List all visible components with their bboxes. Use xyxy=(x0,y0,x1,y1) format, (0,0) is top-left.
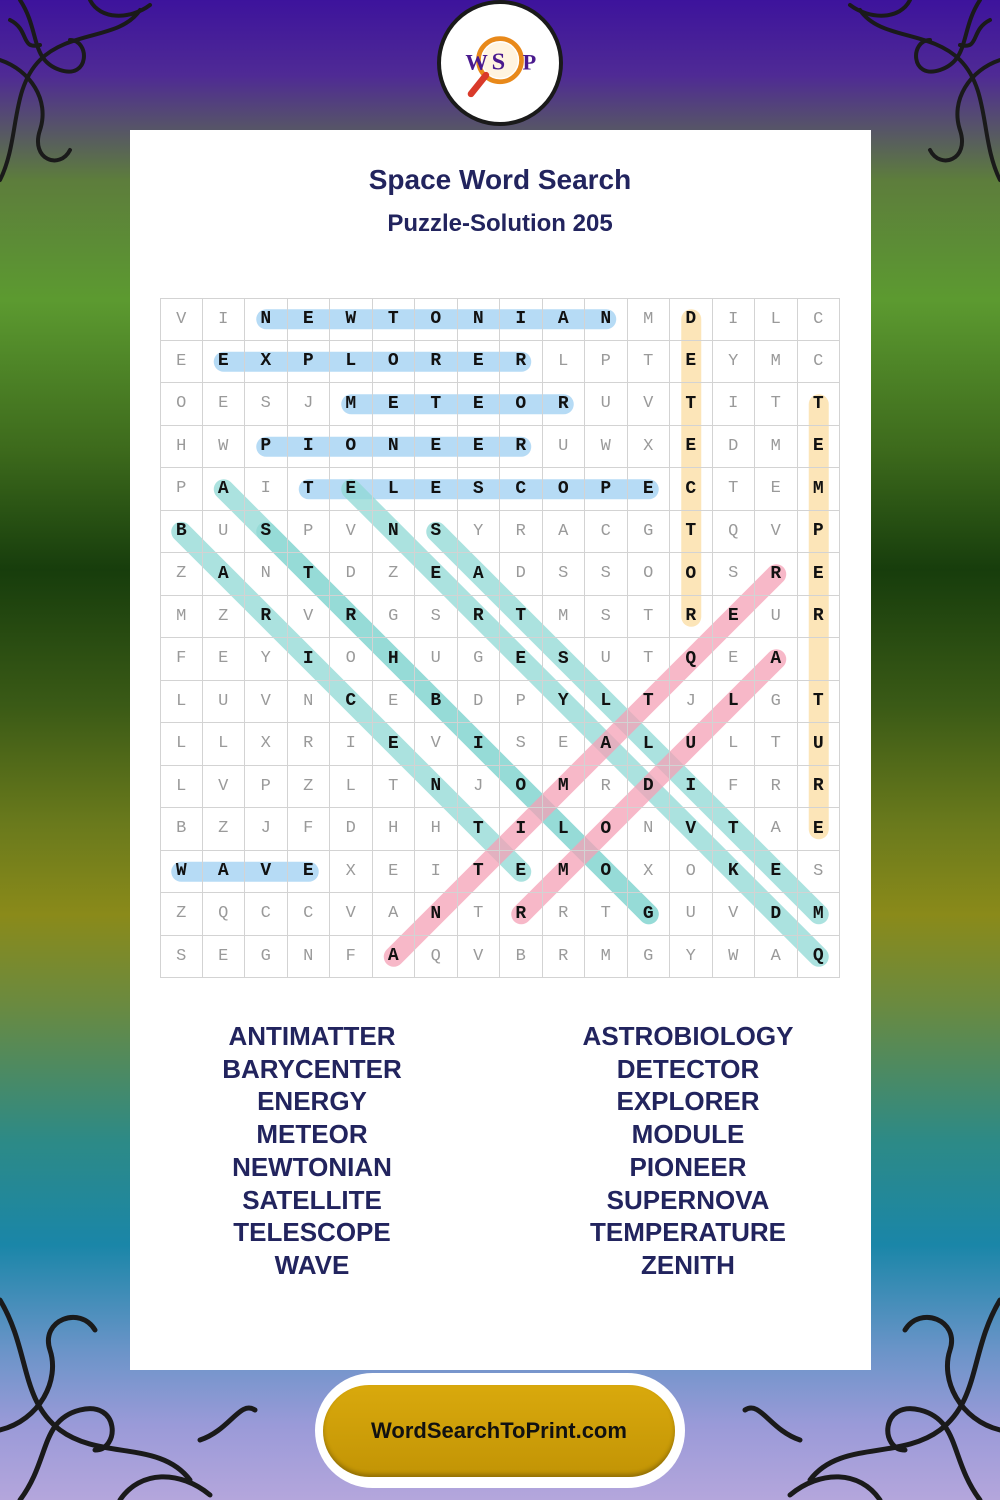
grid-cell: E xyxy=(415,426,458,469)
grid-cell: V xyxy=(245,851,288,894)
grid-cell: O xyxy=(415,298,458,341)
grid-cell: V xyxy=(160,298,203,341)
grid-cell: L xyxy=(203,723,246,766)
grid-cell: Y xyxy=(713,341,756,384)
grid-cell: N xyxy=(288,936,331,979)
grid-cell: M xyxy=(543,766,586,809)
grid-cell: R xyxy=(500,426,543,469)
grid-cell: M xyxy=(160,596,203,639)
word-item: ZENITH xyxy=(641,1249,735,1280)
grid-cell: T xyxy=(713,468,756,511)
grid-cell: G xyxy=(628,893,671,936)
grid-cell: P xyxy=(500,681,543,724)
grid-cell: M xyxy=(543,851,586,894)
grid-cell: Z xyxy=(203,596,246,639)
grid-cell: L xyxy=(330,341,373,384)
grid-cell: S xyxy=(713,553,756,596)
grid-cell: W xyxy=(713,936,756,979)
grid-cell: E xyxy=(500,638,543,681)
grid-cell: M xyxy=(585,936,628,979)
letter-grid xyxy=(160,298,840,978)
grid-cell: E xyxy=(415,553,458,596)
grid-cell: N xyxy=(458,298,501,341)
grid-cell: E xyxy=(670,341,713,384)
grid-cell: I xyxy=(288,638,331,681)
word-item: METEOR xyxy=(256,1119,368,1150)
grid-cell: J xyxy=(288,383,331,426)
grid-cell: E xyxy=(160,341,203,384)
grid-cell: D xyxy=(628,766,671,809)
grid-cell: Z xyxy=(160,553,203,596)
word-list-right xyxy=(538,1020,838,1282)
grid-cell: R xyxy=(245,596,288,639)
grid-cell: A xyxy=(755,808,798,851)
grid-cell: S xyxy=(415,596,458,639)
grid-cell: N xyxy=(585,298,628,341)
grid-cell: V xyxy=(713,893,756,936)
page-title: Space Word Search xyxy=(368,164,632,195)
grid-cell: I xyxy=(245,468,288,511)
grid-cell: L xyxy=(330,766,373,809)
grid-cell: S xyxy=(415,511,458,554)
grid-cell: I xyxy=(670,766,713,809)
grid-cell: E xyxy=(373,383,416,426)
grid-cell: M xyxy=(755,426,798,469)
grid-cell: Q xyxy=(415,936,458,979)
grid-cell: W xyxy=(330,298,373,341)
word-item: ANTIMATTER xyxy=(228,1021,396,1051)
grid-cell: A xyxy=(203,553,246,596)
grid-cell: R xyxy=(670,596,713,639)
grid-cell: R xyxy=(330,596,373,639)
site-link-label: WordSearchToPrint.com xyxy=(371,1418,627,1443)
grid-cell: E xyxy=(373,723,416,766)
grid-cell: P xyxy=(245,426,288,469)
grid-cell: A xyxy=(755,936,798,979)
grid-cell: O xyxy=(585,851,628,894)
grid-cell: E xyxy=(203,638,246,681)
word-item: SUPERNOVA xyxy=(606,1184,770,1215)
grid-cell: E xyxy=(458,341,501,384)
grid-cell: X xyxy=(330,851,373,894)
word-item: EXPLORER xyxy=(616,1086,760,1117)
grid-cell: L xyxy=(160,681,203,724)
grid-cell: G xyxy=(628,936,671,979)
grid-cell: C xyxy=(288,893,331,936)
grid-cell: F xyxy=(288,808,331,851)
grid-cell: O xyxy=(160,383,203,426)
word-item: ASTROBIOLOGY xyxy=(582,1021,794,1051)
grid-cell: R xyxy=(798,596,841,639)
grid-cell: E xyxy=(543,723,586,766)
grid-cell: U xyxy=(203,681,246,724)
grid-cell: J xyxy=(245,808,288,851)
grid-cell: W xyxy=(160,851,203,894)
grid-cell: B xyxy=(500,936,543,979)
grid-cell: M xyxy=(330,383,373,426)
grid-cell: M xyxy=(543,596,586,639)
grid-cell: D xyxy=(330,808,373,851)
grid-cell: N xyxy=(628,808,671,851)
grid-cell: R xyxy=(500,511,543,554)
grid-cell: Q xyxy=(713,511,756,554)
word-item: NEWTONIAN xyxy=(232,1151,392,1182)
grid-cell: T xyxy=(755,723,798,766)
grid-cell: Q xyxy=(670,638,713,681)
grid-cell: R xyxy=(798,766,841,809)
grid-cell: V xyxy=(415,723,458,766)
grid-cell: X xyxy=(628,426,671,469)
grid-cell: C xyxy=(670,468,713,511)
grid-cell: T xyxy=(798,681,841,724)
grid-cell: H xyxy=(415,808,458,851)
grid-cell: T xyxy=(755,383,798,426)
grid-cell: V xyxy=(458,936,501,979)
grid-cell: F xyxy=(713,766,756,809)
grid-cell: G xyxy=(245,936,288,979)
grid-cell: B xyxy=(160,511,203,554)
grid-cell: A xyxy=(543,298,586,341)
grid-cell: O xyxy=(670,553,713,596)
grid-cell: E xyxy=(798,426,841,469)
logo-letter-w: W xyxy=(465,49,488,75)
grid-cell: M xyxy=(628,298,671,341)
grid-cell: U xyxy=(798,723,841,766)
grid-cell: T xyxy=(500,596,543,639)
grid-cell: E xyxy=(500,851,543,894)
grid-cell: A xyxy=(373,893,416,936)
grid-cell: D xyxy=(458,681,501,724)
grid-cell: B xyxy=(415,681,458,724)
grid-cell: E xyxy=(713,638,756,681)
grid-cell: S xyxy=(245,511,288,554)
grid-cell: A xyxy=(543,511,586,554)
grid-cell: A xyxy=(203,468,246,511)
grid-cell: N xyxy=(288,681,331,724)
grid-cell: V xyxy=(203,766,246,809)
grid-cell: Z xyxy=(288,766,331,809)
grid-cell: O xyxy=(670,851,713,894)
logo-letter-p: P xyxy=(522,49,537,75)
grid-cell: T xyxy=(415,383,458,426)
grid-cell: T xyxy=(373,298,416,341)
grid-cell: U xyxy=(585,638,628,681)
grid-cell: S xyxy=(585,596,628,639)
grid-cell: V xyxy=(755,511,798,554)
grid-cell: T xyxy=(798,383,841,426)
grid-cell: C xyxy=(798,298,841,341)
grid-cell: N xyxy=(373,426,416,469)
grid-cell: E xyxy=(373,851,416,894)
grid-cell: S xyxy=(245,383,288,426)
grid-cell: L xyxy=(585,681,628,724)
grid-cell: E xyxy=(203,341,246,384)
grid-cell: P xyxy=(288,511,331,554)
grid-cell: E xyxy=(628,468,671,511)
grid-cell: O xyxy=(585,808,628,851)
grid-cell: R xyxy=(415,341,458,384)
grid-cell: S xyxy=(543,638,586,681)
grid-cell: E xyxy=(458,426,501,469)
grid-cell: P xyxy=(288,341,331,384)
grid-cell: R xyxy=(755,553,798,596)
word-search-grid xyxy=(160,298,840,978)
grid-cell: F xyxy=(330,936,373,979)
grid-cell: D xyxy=(713,426,756,469)
grid-cell: S xyxy=(500,723,543,766)
grid-cell: B xyxy=(160,808,203,851)
grid-cell: R xyxy=(500,893,543,936)
grid-cell: R xyxy=(500,341,543,384)
grid-cell: N xyxy=(245,553,288,596)
grid-cell: E xyxy=(415,468,458,511)
grid-cell: I xyxy=(713,298,756,341)
grid-cell: T xyxy=(458,808,501,851)
grid-cell: L xyxy=(160,723,203,766)
wsp-logo xyxy=(437,0,563,126)
grid-cell: E xyxy=(373,681,416,724)
grid-cell: G xyxy=(628,511,671,554)
grid-cell: P xyxy=(245,766,288,809)
grid-cell: R xyxy=(755,766,798,809)
word-item: PIONEER xyxy=(629,1151,747,1182)
grid-cell: E xyxy=(203,383,246,426)
grid-cell: M xyxy=(755,341,798,384)
grid-cell: L xyxy=(713,681,756,724)
grid-cell: E xyxy=(203,936,246,979)
grid-cell: D xyxy=(670,298,713,341)
page-subtitle: Puzzle-Solution 205 xyxy=(387,210,613,237)
word-list-left xyxy=(162,1020,462,1282)
word-item: DETECTOR xyxy=(616,1053,760,1084)
grid-cell: L xyxy=(543,808,586,851)
grid-cell: X xyxy=(245,341,288,384)
grid-cell: O xyxy=(330,638,373,681)
grid-cell: E xyxy=(458,383,501,426)
grid-cell: O xyxy=(628,553,671,596)
grid-cell: N xyxy=(415,766,458,809)
grid-cell: R xyxy=(458,596,501,639)
grid-cell: A xyxy=(203,851,246,894)
grid-cell: A xyxy=(373,936,416,979)
word-item: TEMPERATURE xyxy=(590,1217,786,1248)
grid-cell: V xyxy=(330,893,373,936)
grid-cell: M xyxy=(798,468,841,511)
grid-cell: Y xyxy=(245,638,288,681)
grid-cell: D xyxy=(330,553,373,596)
grid-cell: T xyxy=(458,893,501,936)
grid-cell: C xyxy=(330,681,373,724)
grid-cell: O xyxy=(543,468,586,511)
word-item: WAVE xyxy=(274,1249,350,1280)
grid-cell: U xyxy=(755,596,798,639)
grid-cell: F xyxy=(160,638,203,681)
grid-cell: A xyxy=(585,723,628,766)
grid-cell: A xyxy=(755,638,798,681)
grid-cell: V xyxy=(670,808,713,851)
grid-cell: V xyxy=(288,596,331,639)
grid-cell: T xyxy=(713,808,756,851)
word-item: BARYCENTER xyxy=(222,1053,402,1084)
grid-cell: Q xyxy=(203,893,246,936)
grid-cell: U xyxy=(670,893,713,936)
grid-cell: I xyxy=(288,426,331,469)
grid-cell: N xyxy=(373,511,416,554)
grid-cell: E xyxy=(798,808,841,851)
grid-cell: S xyxy=(585,553,628,596)
grid-cell: R xyxy=(585,766,628,809)
grid-cell: L xyxy=(373,468,416,511)
grid-cell: O xyxy=(330,426,373,469)
grid-cell: L xyxy=(755,298,798,341)
grid-cell: Q xyxy=(798,936,841,979)
grid-cell: T xyxy=(670,511,713,554)
grid-cell: T xyxy=(373,766,416,809)
grid-cell: T xyxy=(628,638,671,681)
grid-cell: T xyxy=(628,341,671,384)
grid-cell: U xyxy=(543,426,586,469)
grid-cell: C xyxy=(585,511,628,554)
grid-cell: T xyxy=(670,383,713,426)
grid-cell: T xyxy=(458,851,501,894)
grid-cell: X xyxy=(628,851,671,894)
grid-cell: U xyxy=(203,511,246,554)
grid-cell: O xyxy=(500,383,543,426)
grid-cell: G xyxy=(755,681,798,724)
grid-cell: T xyxy=(288,553,331,596)
grid-cell: T xyxy=(628,681,671,724)
grid-cell: Y xyxy=(670,936,713,979)
grid-cell: L xyxy=(543,341,586,384)
grid-cell: H xyxy=(373,638,416,681)
grid-cell: I xyxy=(713,383,756,426)
grid-cell: S xyxy=(160,936,203,979)
grid-cell: I xyxy=(500,808,543,851)
grid-cell: S xyxy=(543,553,586,596)
grid-cell: C xyxy=(798,341,841,384)
grid-cell: X xyxy=(245,723,288,766)
grid-cell: C xyxy=(245,893,288,936)
grid-cell: E xyxy=(713,596,756,639)
grid-cell: E xyxy=(755,468,798,511)
grid-cell: U xyxy=(415,638,458,681)
grid-cell: E xyxy=(670,426,713,469)
grid-cell: V xyxy=(330,511,373,554)
grid-cell: R xyxy=(543,893,586,936)
grid-cell: O xyxy=(373,341,416,384)
logo-letter-s: S xyxy=(491,48,506,76)
grid-cell: N xyxy=(245,298,288,341)
grid-cell: L xyxy=(713,723,756,766)
grid-cell: G xyxy=(458,638,501,681)
word-item: SATELLITE xyxy=(242,1184,382,1215)
grid-cell: R xyxy=(543,383,586,426)
word-item: ENERGY xyxy=(257,1086,367,1117)
grid-cell: I xyxy=(203,298,246,341)
grid-cell: I xyxy=(500,298,543,341)
grid-cell: J xyxy=(458,766,501,809)
grid-cell: P xyxy=(160,468,203,511)
grid-cell: R xyxy=(288,723,331,766)
grid-cell: L xyxy=(160,766,203,809)
grid-cell: R xyxy=(543,936,586,979)
grid-cell: A xyxy=(458,553,501,596)
grid-cell: W xyxy=(203,426,246,469)
grid-cell: J xyxy=(670,681,713,724)
grid-cell: Z xyxy=(160,893,203,936)
grid-cell: V xyxy=(628,383,671,426)
grid-cell: H xyxy=(160,426,203,469)
grid-cell: M xyxy=(798,893,841,936)
grid-cell xyxy=(798,638,841,681)
grid-cell: T xyxy=(628,596,671,639)
word-item: TELESCOPE xyxy=(233,1217,391,1248)
grid-cell: O xyxy=(500,766,543,809)
grid-cell: P xyxy=(798,511,841,554)
grid-cell: V xyxy=(245,681,288,724)
grid-cell: E xyxy=(798,553,841,596)
grid-cell: Z xyxy=(203,808,246,851)
grid-cell: P xyxy=(585,468,628,511)
grid-cell: T xyxy=(288,468,331,511)
grid-cell: G xyxy=(373,596,416,639)
grid-cell: D xyxy=(500,553,543,596)
grid-cell: E xyxy=(330,468,373,511)
grid-cell: H xyxy=(373,808,416,851)
grid-cell: Y xyxy=(458,511,501,554)
grid-cell: E xyxy=(288,298,331,341)
grid-cell: I xyxy=(415,851,458,894)
grid-cell: S xyxy=(798,851,841,894)
grid-cell: T xyxy=(585,893,628,936)
grid-cell: D xyxy=(755,893,798,936)
grid-cell: N xyxy=(415,893,458,936)
grid-cell: C xyxy=(500,468,543,511)
grid-cell: W xyxy=(585,426,628,469)
grid-cell: K xyxy=(713,851,756,894)
grid-cell: Y xyxy=(543,681,586,724)
grid-cell: S xyxy=(458,468,501,511)
grid-cell: I xyxy=(458,723,501,766)
grid-cell: I xyxy=(330,723,373,766)
grid-cell: U xyxy=(670,723,713,766)
word-item: MODULE xyxy=(631,1119,745,1150)
grid-cell: P xyxy=(585,341,628,384)
grid-cell: U xyxy=(585,383,628,426)
grid-cell: E xyxy=(288,851,331,894)
grid-cell: Z xyxy=(373,553,416,596)
site-link-button[interactable] xyxy=(323,1385,675,1477)
grid-cell: E xyxy=(755,851,798,894)
grid-cell: L xyxy=(628,723,671,766)
